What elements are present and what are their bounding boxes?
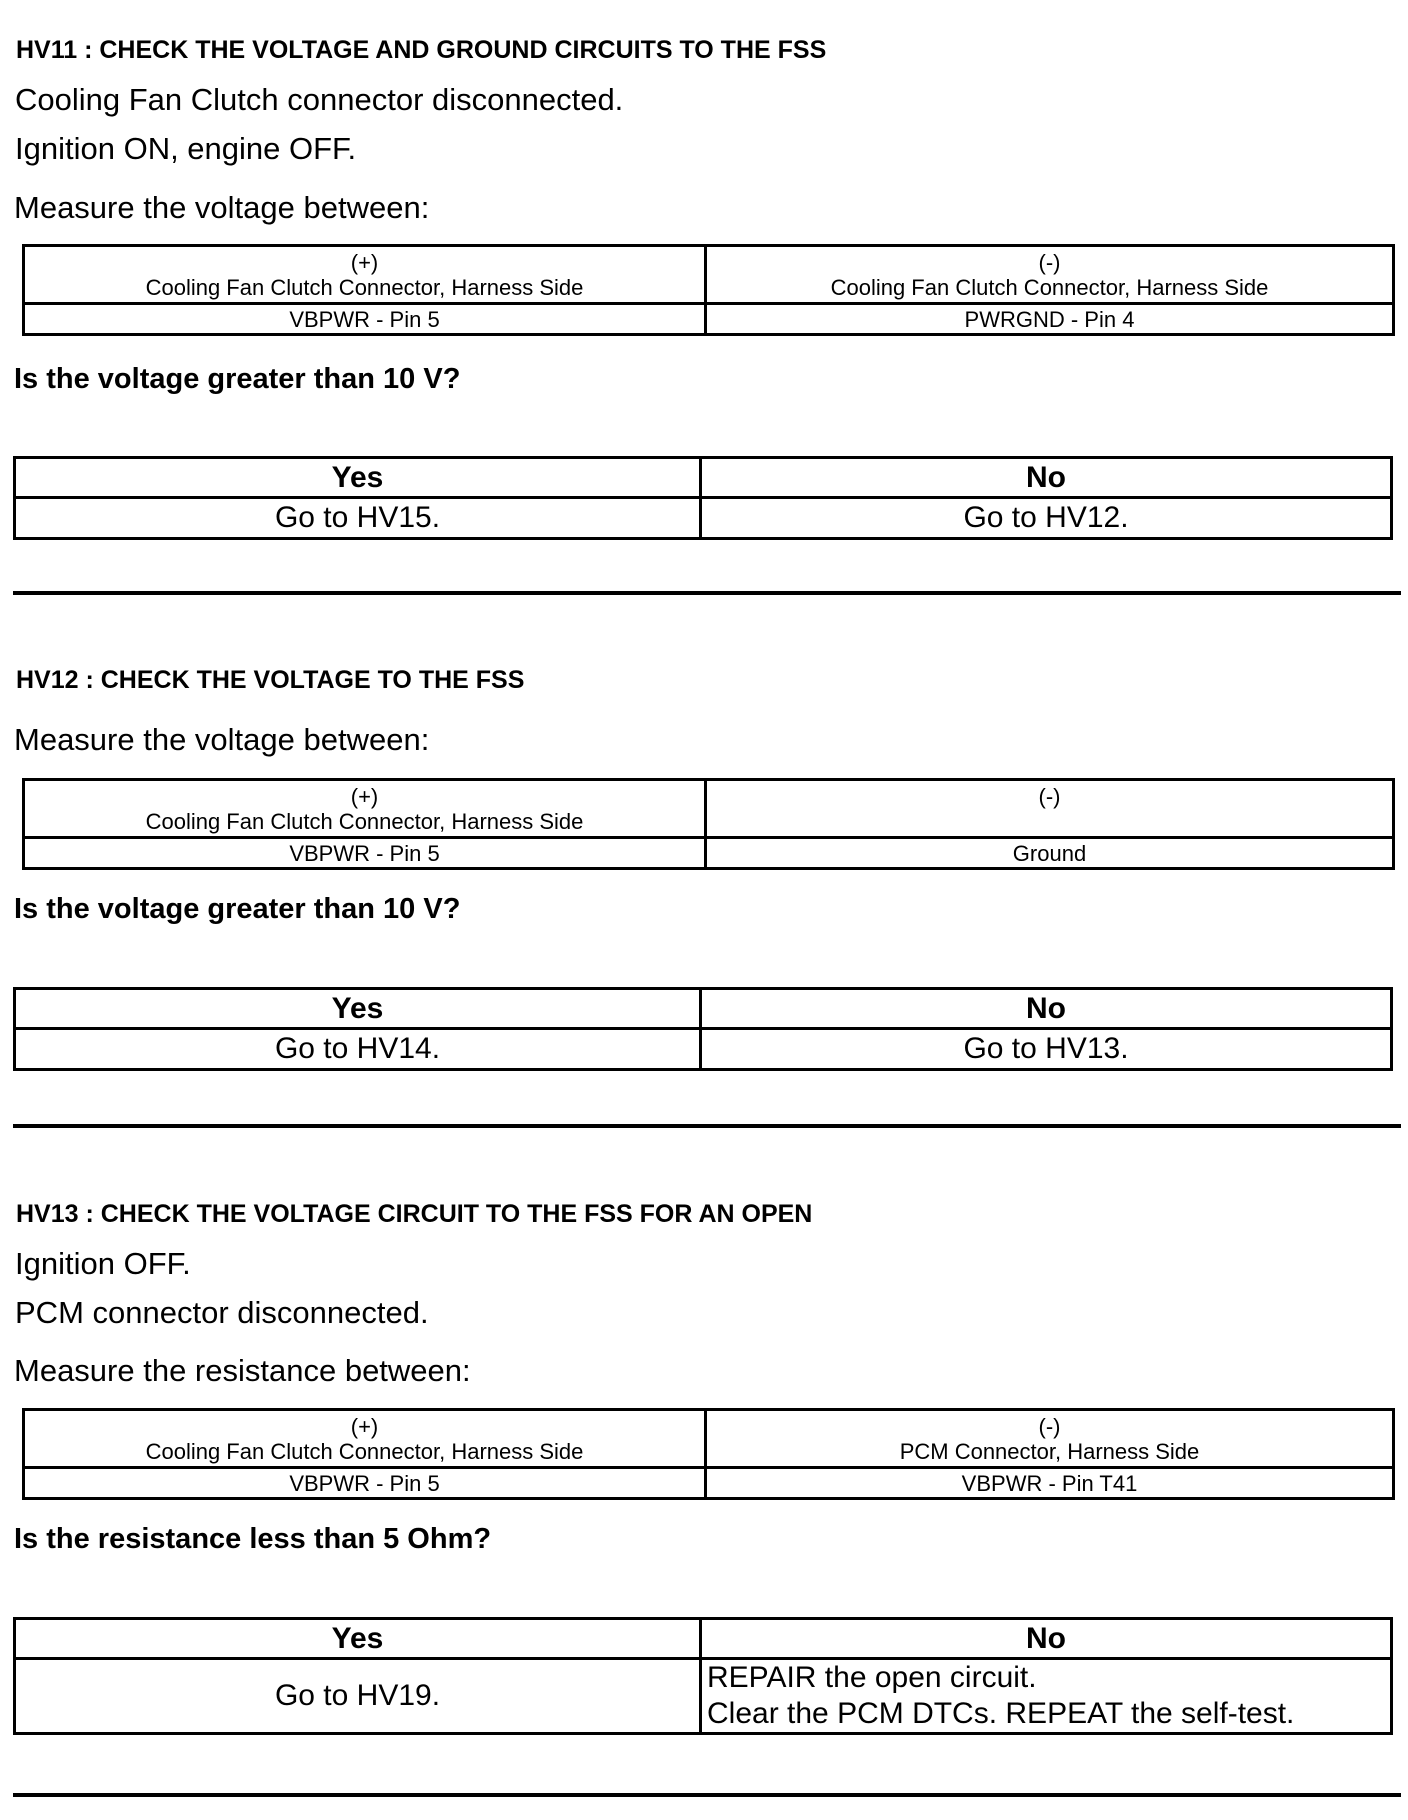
plus-sign: (+) [350,249,379,275]
result-table-hv12 [13,987,1393,1071]
result-table-hv13 [13,1617,1393,1735]
yes-action: Go to HV14. [15,1029,701,1070]
section-divider [13,591,1401,595]
minus-connector-label: PCM Connector, Harness Side [899,1438,1200,1464]
instruction-text: Cooling Fan Clutch connector disconnected. [15,82,624,117]
section-heading-hv13: HV13 : CHECK THE VOLTAGE CIRCUIT TO THE FSS FOR AN OPEN [16,1200,813,1228]
yes-header: Yes [15,989,701,1029]
yes-header: Yes [15,458,701,498]
section-heading-hv12: HV12 : CHECK THE VOLTAGE TO THE FSS [16,666,525,694]
minus-terminal-header [706,780,1394,838]
no-header: No [701,458,1392,498]
instruction-text: Ignition ON, engine OFF. [15,131,357,166]
no-action: Go to HV12. [701,498,1392,539]
no-header: No [701,989,1392,1029]
no-action-line: Clear the PCM DTCs. REPEAT the self-test. [707,1697,1295,1730]
plus-terminal-header [24,1410,706,1468]
measure-label: Measure the voltage between: [14,722,430,757]
minus-sign: (-) [1038,1413,1061,1439]
minus-terminal-header [706,1410,1394,1468]
measure-label: Measure the resistance between: [14,1353,471,1388]
no-action: Go to HV13. [701,1029,1392,1070]
minus-pin-value: Ground [706,838,1394,869]
minus-terminal-header [706,246,1394,304]
section-divider [13,1793,1401,1797]
plus-connector-label: Cooling Fan Clutch Connector, Harness Side [145,274,584,300]
minus-connector-label: Cooling Fan Clutch Connector, Harness Side [830,274,1269,300]
minus-pin-value: PWRGND - Pin 4 [706,304,1394,335]
measurement-table-hv12 [22,778,1395,870]
no-action-line: REPAIR the open circuit. [707,1661,1037,1694]
minus-sign: (-) [1038,249,1061,275]
section-heading-hv11: HV11 : CHECK THE VOLTAGE AND GROUND CIRCUITS TO THE FSS [16,36,827,64]
no-header: No [701,1619,1392,1659]
plus-pin-value: VBPWR - Pin 5 [24,304,706,335]
yes-header: Yes [15,1619,701,1659]
question-text: Is the resistance less than 5 Ohm? [14,1523,492,1555]
question-text: Is the voltage greater than 10 V? [14,893,461,925]
plus-connector-label: Cooling Fan Clutch Connector, Harness Side [145,1438,584,1464]
question-text: Is the voltage greater than 10 V? [14,363,461,395]
plus-terminal-header [24,780,706,838]
measurement-table-hv13 [22,1408,1395,1500]
plus-sign: (+) [350,1413,379,1439]
yes-action: Go to HV19. [15,1659,701,1734]
minus-sign: (-) [1038,783,1061,809]
plus-pin-value: VBPWR - Pin 5 [24,838,706,869]
yes-action: Go to HV15. [15,498,701,539]
plus-terminal-header [24,246,706,304]
plus-pin-value: VBPWR - Pin 5 [24,1468,706,1499]
result-table-hv11 [13,456,1393,540]
measure-label: Measure the voltage between: [14,190,430,225]
section-divider [13,1124,1401,1128]
plus-connector-label: Cooling Fan Clutch Connector, Harness Side [145,808,584,834]
no-action [701,1659,1392,1734]
plus-sign: (+) [350,783,379,809]
instruction-text: PCM connector disconnected. [15,1295,429,1330]
minus-connector-label [1046,809,1052,834]
minus-pin-value: VBPWR - Pin T41 [706,1468,1394,1499]
measurement-table-hv11 [22,244,1395,336]
instruction-text: Ignition OFF. [15,1246,191,1281]
